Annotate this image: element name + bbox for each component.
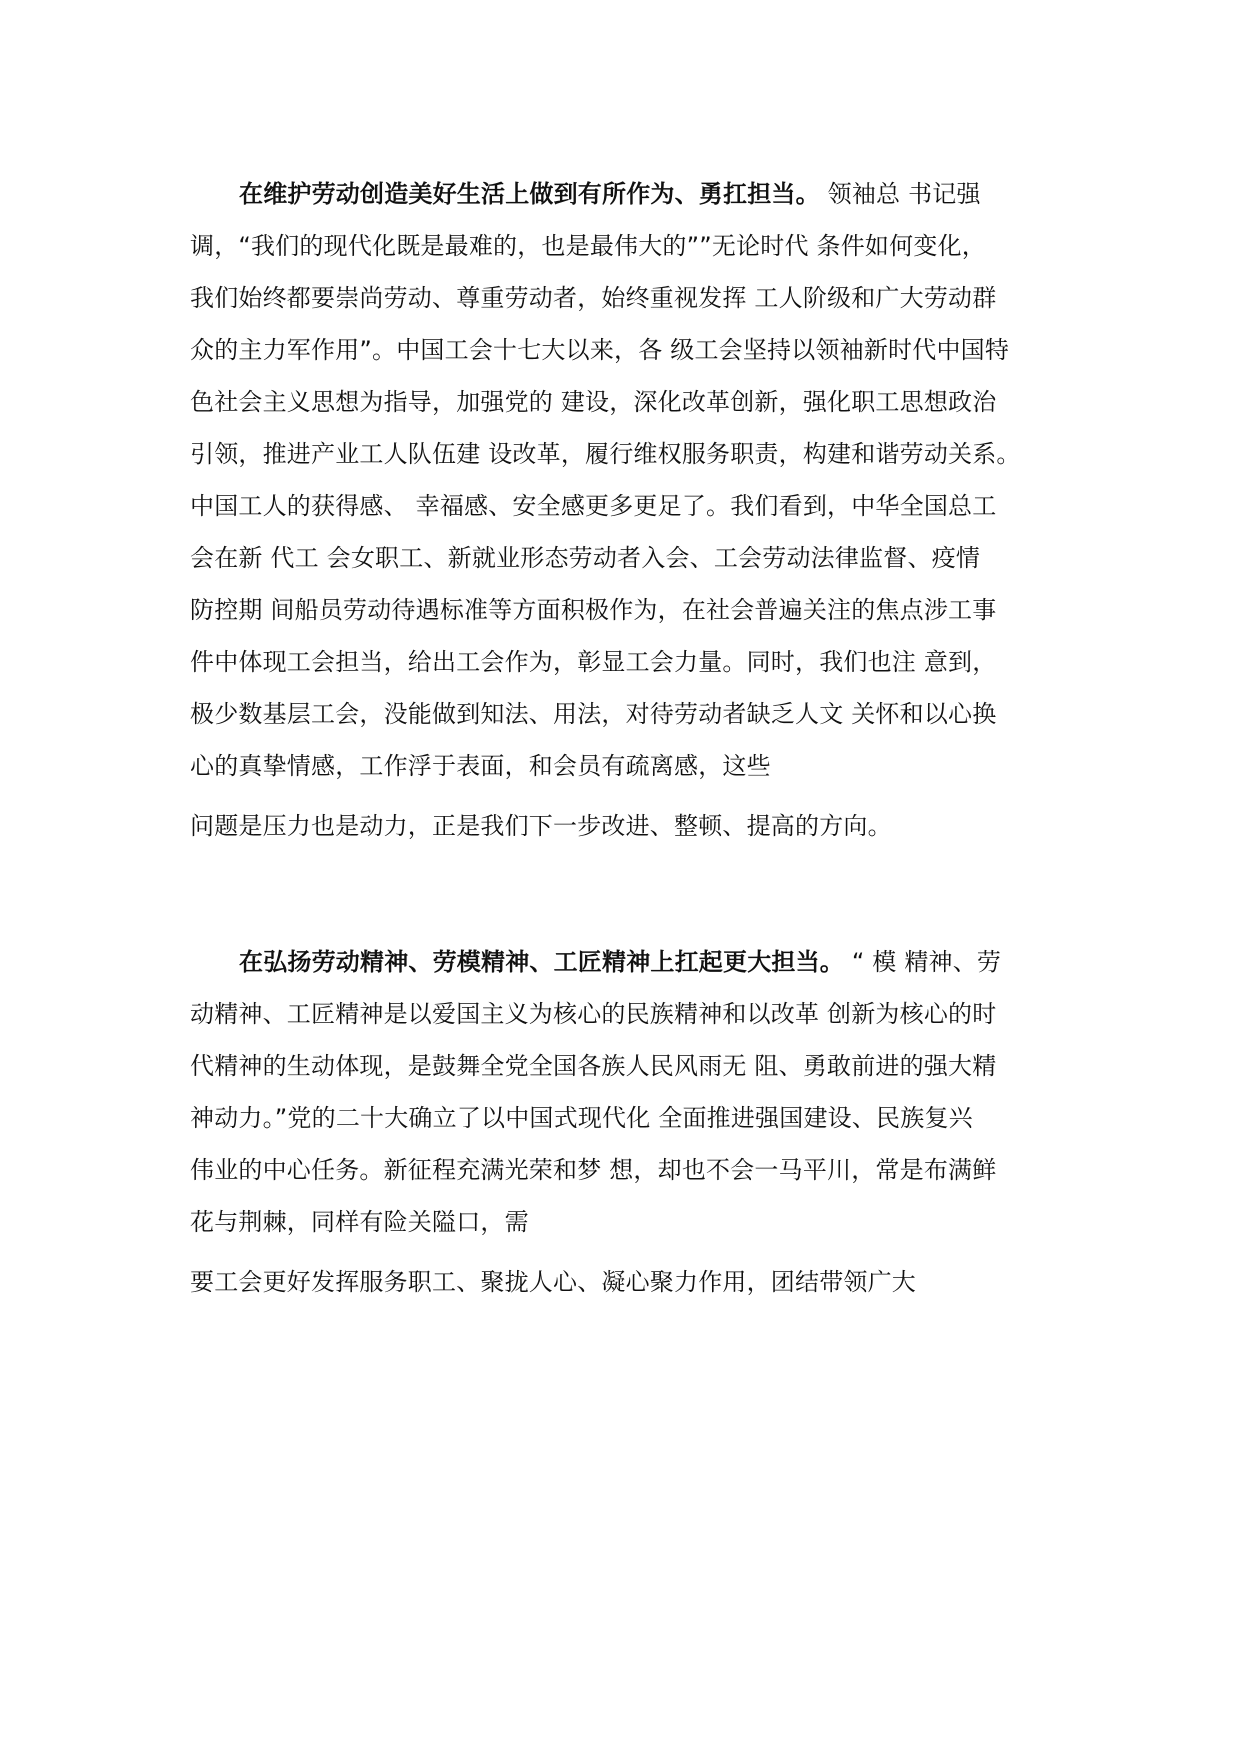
paragraph-1-continuation: 问题是压力也是动力，正是我们下一步改进、整顿、提高的方向。 [190, 812, 892, 840]
text-line: 极少数基层工会，没能做到知法、用法，对待劳动者缺乏人文 关怀和以心换 [190, 700, 997, 728]
text-line: 中国工人的获得感、 幸福感、安全感更多更足了。我们看到，中华全国总工 [190, 492, 997, 520]
text-line: 伟业的中心任务。新征程充满光荣和梦 想，却也不会一马平川，常是布满鲜 [190, 1156, 997, 1184]
text-line: 色社会主义思想为指导，加强党的 建设，深化改革创新，强化职工思想政治 [190, 388, 997, 416]
paragraph-1-first-line [190, 168, 1060, 220]
paragraph-1 [190, 168, 1060, 852]
text-line: 心的真挚情感，工作浮于表面，和会员有疏离感，这些 [190, 752, 771, 780]
text-line: 动精神、工匠精神是以爱国主义为核心的民族精神和以改革 创新为核心的时 [190, 1000, 997, 1028]
text-line: 我们始终都要崇尚劳动、尊重劳动者，始终重视发挥 工人阶级和广大劳动群 [190, 284, 997, 312]
paragraph-1-first-line-text: 领袖总 书记强 [819, 180, 981, 208]
text-line: 众的主力军作用”。中国工会十七大以来，各 级工会坚持以领袖新时代中国特 [190, 336, 1010, 364]
paragraph-2-continuation: 要工会更好发挥服务职工、聚拢人心、凝心聚力作用，团结带领广大 [190, 1268, 916, 1296]
paragraph-2-heading: 在弘扬劳动精神、劳模精神、工匠精神上扛起更大担当。 [239, 948, 844, 976]
paragraph-2-first-line-text: “ 模 精神、劳 [844, 948, 1002, 976]
text-line: 神动力。”党的二十大确立了以中国式现代化 全面推进强国建设、民族复兴 [190, 1104, 973, 1132]
text-line: 花与荆棘，同样有险关隘口，需 [190, 1208, 529, 1236]
text-line: 调，“我们的现代化既是最难的，也是最伟大的””无论时代 条件如何变化， [190, 232, 986, 260]
paragraph-1-heading: 在维护劳动创造美好生活上做到有所作为、勇扛担当。 [239, 180, 820, 208]
text-line: 引领，推进产业工人队伍建 设改革，履行维权服务职责，构建和谐劳动关系。 [190, 440, 1021, 468]
paragraph-2 [190, 936, 1060, 1308]
text-line: 件中体现工会担当，给出工会作为，彰显工会力量。同时，我们也注 意到， [190, 648, 997, 676]
text-line: 代精神的生动体现，是鼓舞全党全国各族人民风雨无 阻、勇敢前进的强大精 [190, 1052, 997, 1080]
text-line: 防控期 间船员劳动待遇标准等方面积极作为，在社会普遍关注的焦点涉工事 [190, 596, 997, 624]
text-line: 会在新 代工 会女职工、新就业形态劳动者入会、工会劳动法律监督、疫情 [190, 544, 981, 572]
paragraph-2-first-line [190, 936, 1060, 988]
